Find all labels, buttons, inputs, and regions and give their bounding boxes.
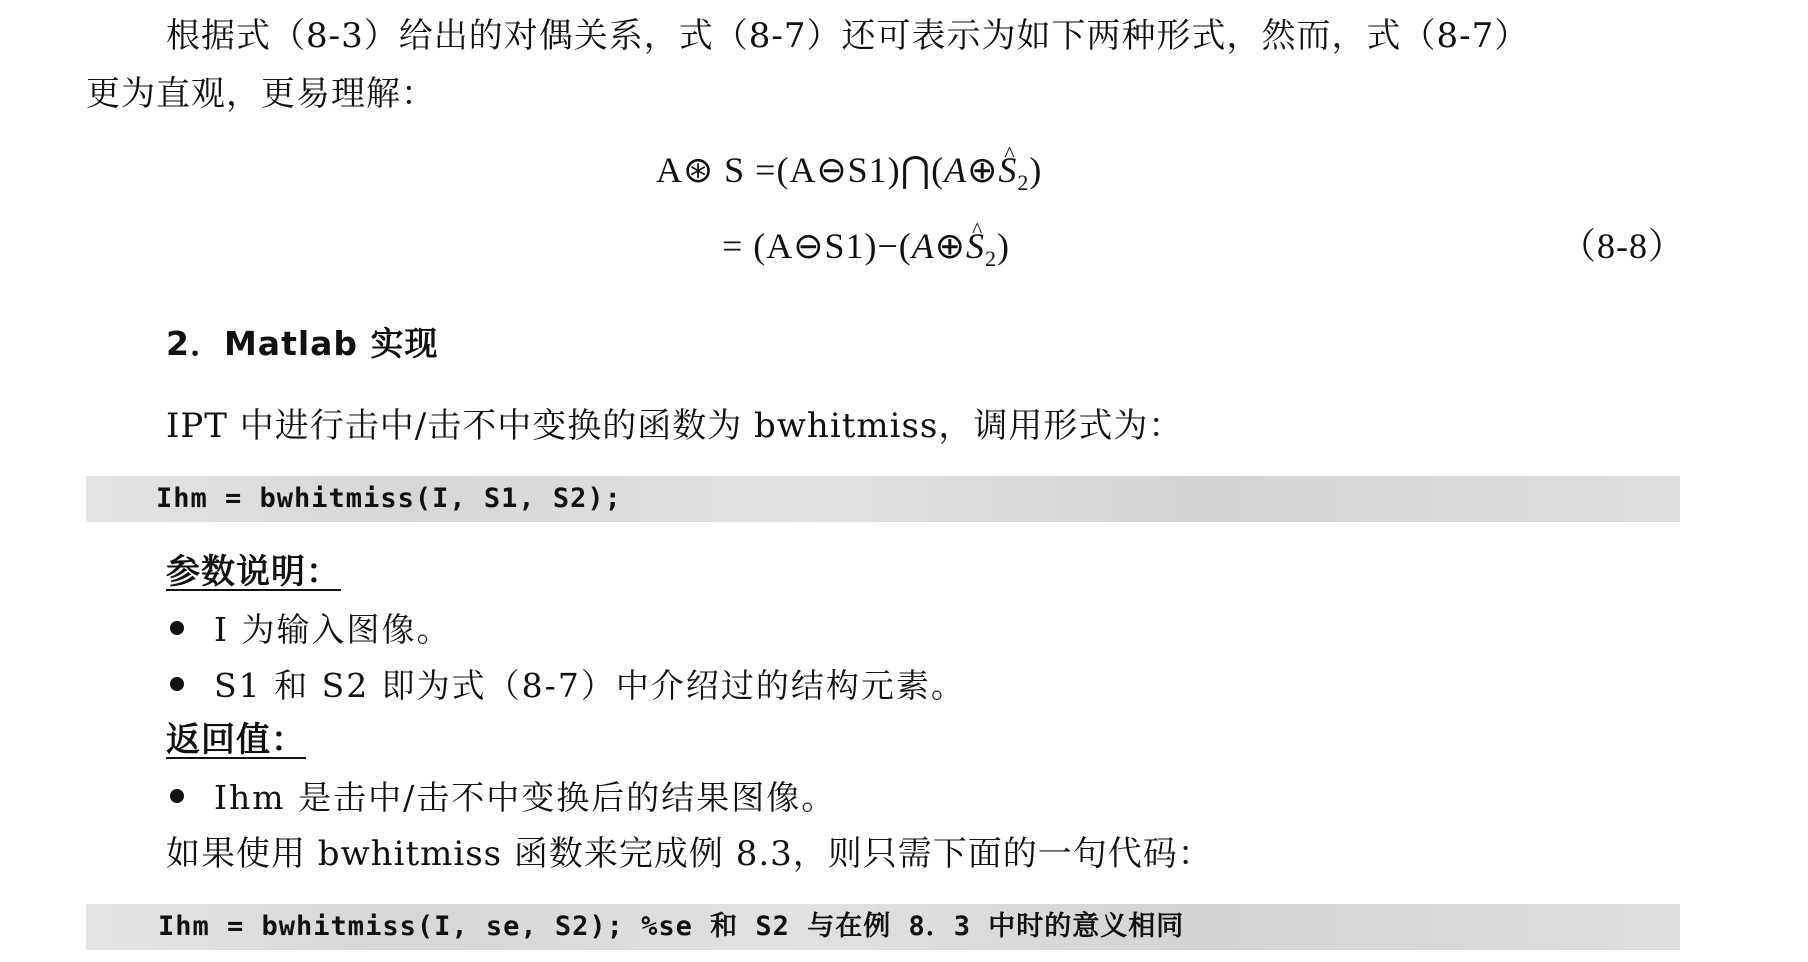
equation-number: （8-8） xyxy=(1560,226,1685,266)
equation-line-1 xyxy=(656,150,1042,203)
bullet-icon xyxy=(170,677,184,691)
equation-line-1-op: ⊕ xyxy=(967,150,999,190)
code-block-2 xyxy=(86,904,1680,950)
section-heading: 2．Matlab 实现 xyxy=(166,324,439,363)
equation-line-2-lhs: = (A⊖S1)−( xyxy=(722,226,912,266)
code-block-1 xyxy=(86,476,1680,522)
equation-line-2-a: A xyxy=(911,226,935,266)
params-item-1-text: I 为输入图像。 xyxy=(214,610,452,649)
equation-line-2-s-hat: ^ S xyxy=(966,226,985,266)
bullet-icon xyxy=(170,621,184,635)
equation-line-2-close: ) xyxy=(996,226,1010,266)
equation-line-2-op: ⊕ xyxy=(934,226,966,266)
intro-text: IPT 中进行击中/击不中变换的函数为 bwhitmiss，调用形式为： xyxy=(166,406,1184,446)
equation-line-1-s-hat: ^ S xyxy=(998,150,1017,190)
equation-line-2 xyxy=(722,226,1010,279)
equation-line-1-a: A xyxy=(944,150,968,190)
paragraph-line-1: 根据式（8-3）给出的对偶关系，式（8-7）还可表示为如下两种形式，然而，式（8-7） xyxy=(166,16,1530,56)
returns-label: 返回值： xyxy=(166,720,306,760)
equation-line-2-sub: 2 xyxy=(984,246,997,271)
params-item-2-text: S1 和 S2 即为式（8-7）中介绍过的结构元素。 xyxy=(214,666,966,705)
equation-line-1-close: ) xyxy=(1029,150,1043,190)
bullet-icon xyxy=(170,789,184,803)
params-label: 参数说明： xyxy=(166,552,341,592)
code-line-1: Ihm = bwhitmiss(I, S1, S2); xyxy=(156,483,622,514)
params-item-1 xyxy=(170,610,452,650)
code-line-2: Ihm = bwhitmiss(I, se, S2); %se 和 S2 与在例 8．3 中时的意义相同 xyxy=(158,911,1185,942)
returns-item-1-text: Ihm 是击中/击不中变换后的结果图像。 xyxy=(214,778,837,817)
paragraph-line-2: 更为直观，更易理解： xyxy=(86,74,436,114)
equation-line-1-lhs: A⊛ S =(A⊖S1)⋂( xyxy=(656,150,945,190)
equation-line-1-sub: 2 xyxy=(1017,170,1030,195)
returns-item-1 xyxy=(170,778,836,818)
params-item-2 xyxy=(170,666,966,706)
example-text: 如果使用 bwhitmiss 函数来完成例 8.3，则只需下面的一句代码： xyxy=(166,834,1213,874)
